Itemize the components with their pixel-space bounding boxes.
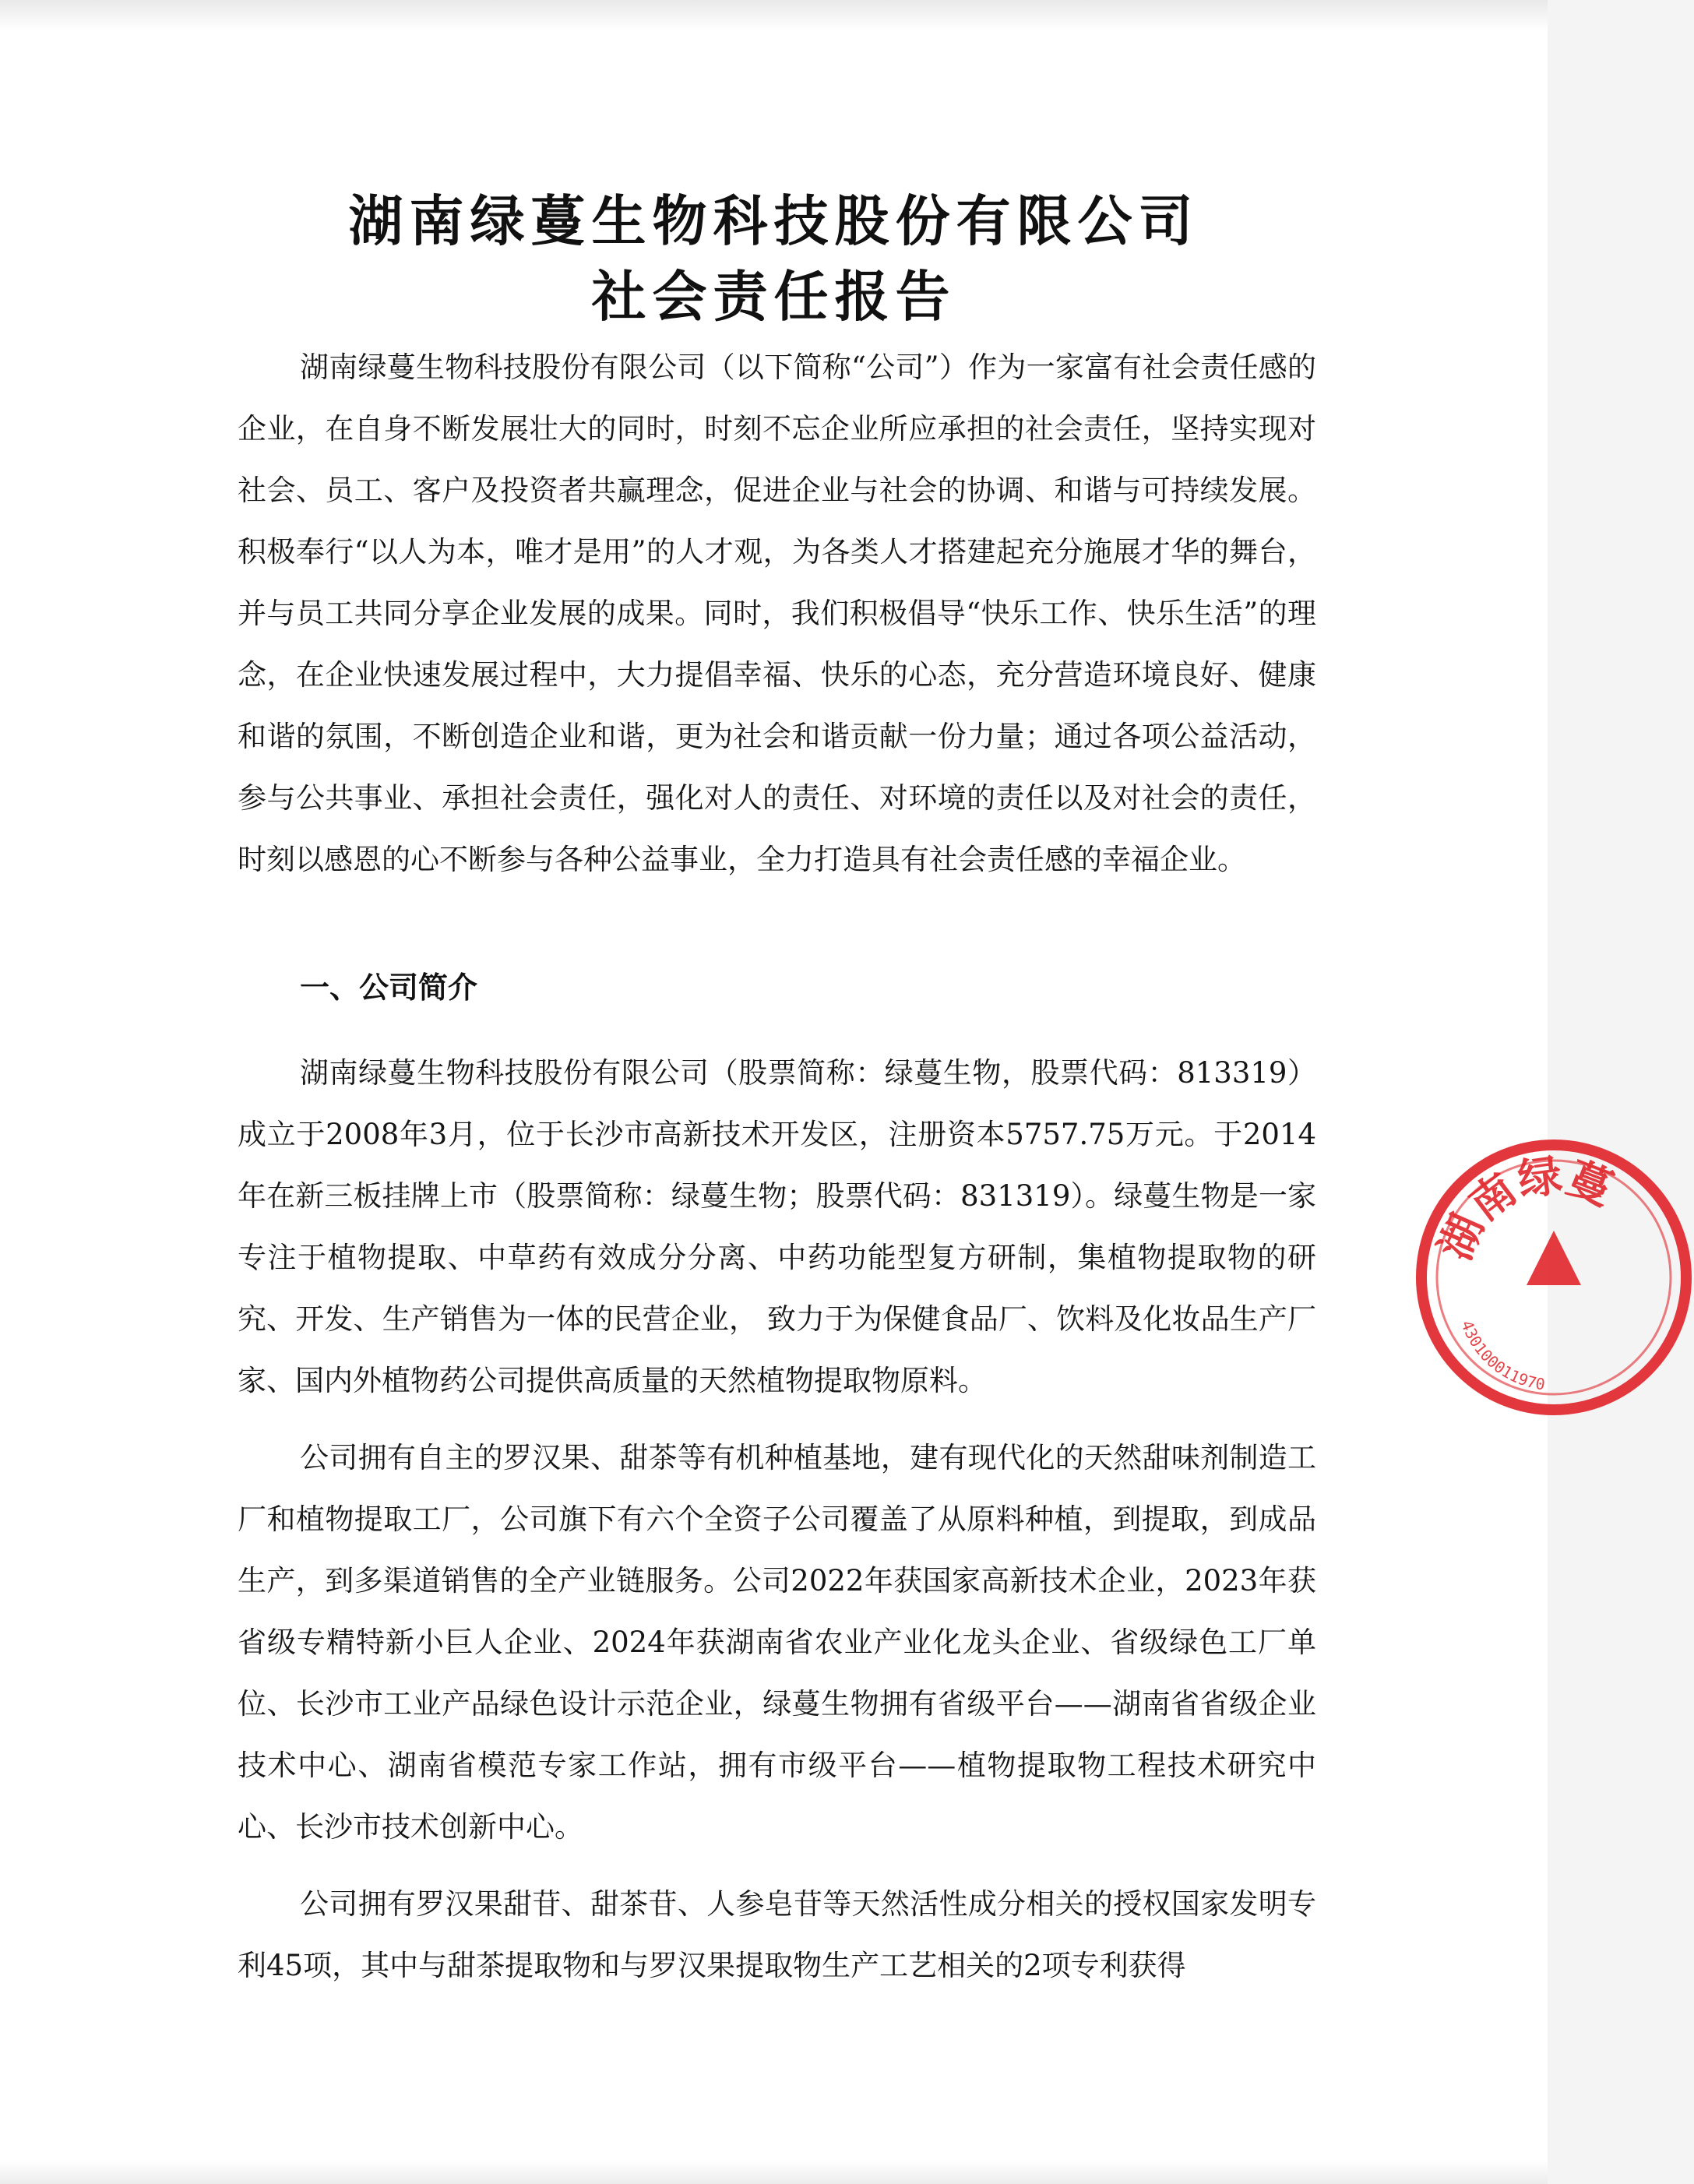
patents-paragraph: 公司拥有罗汉果甜苷、甜茶苷、人参皂苷等天然活性成分相关的授权国家发明专利45项，其中与甜茶提取物和与罗汉果提取物生产工艺相关的2项专利获得: [238, 1887, 1316, 1982]
section-heading-company-profile: 一、公司简介: [300, 970, 478, 1005]
document-title: 湖南绿蔓生物科技股份有限公司: [348, 189, 1199, 253]
svg-text:430100011970: 430100011970: [1457, 1317, 1547, 1394]
company-profile-paragraph: 湖南绿蔓生物科技股份有限公司（股票简称：绿蔓生物，股票代码：813319）成立于2008年3月，位于长沙市高新技术开发区，注册资本5757.75万元。于2014年在新三板挂牌上市（股票简称：绿蔓生物；股票代码：831319）。绿蔓生物是一家专注于植物提取、中草药有效成分分离、中药功能型复方研制，集植物提取物的研究、开发、生产销售为一体的民营企业， 致力于为保健食品厂、饮料及化妆品生产厂家、国内外植物药公司提供高质量的天然植物提取物原料。: [238, 1056, 1316, 1397]
scan-edge-bottom: [0, 2161, 1548, 2184]
company-seal-stamp: [1414, 1137, 1694, 1418]
company-capabilities-paragraph: 公司拥有自主的罗汉果、甜茶等有机种植基地，建有现代化的天然甜味剂制造工厂和植物提取工厂，公司旗下有六个全资子公司覆盖了从原料种植，到提取，到成品生产，到多渠道销售的全产业链服务。公司2022年获国家高新技术企业，2023年获省级专精特新小巨人企业、2024年获湖南省农业产业化龙头企业、省级绿色工厂单位、长沙市工业产品绿色设计示范企业，绿蔓生物拥有省级平台——湖南省省级企业技术中心、湖南省模范专家工作站，拥有市级平台——植物提取物工程技术研究中心、长沙市技术创新中心。: [238, 1441, 1316, 1844]
document-subtitle: 社会责任报告: [591, 265, 956, 329]
svg-text:湖南绿蔓: 湖南绿蔓: [1430, 1150, 1620, 1268]
intro-paragraph: 湖南绿蔓生物科技股份有限公司（以下简称“公司”）作为一家富有社会责任感的企业，在自身不断发展壮大的同时，时刻不忘企业所应承担的社会责任，坚持实现对社会、员工、客户及投资者共赢理念，促进企业与社会的协调、和谐与可持续发展。积极奉行“以人为本，唯才是用”的人才观，为各类人才搭建起充分施展才华的舞台，并与员工共同分享企业发展的成果。同时，我们积极倡导“快乐工作、快乐生活”的理念，在企业快速发展过程中，大力提倡幸福、快乐的心态，充分营造环境良好、健康和谐的氛围，不断创造企业和谐，更为社会和谐贡献一份力量；通过各项公益活动，参与公共事业、承担社会责任，强化对人的责任、对环境的责任以及对社会的责任，时刻以感恩的心不断参与各种公益事业，全力打造具有社会责任感的幸福企业。: [238, 350, 1316, 876]
scan-edge-top: [0, 0, 1548, 31]
